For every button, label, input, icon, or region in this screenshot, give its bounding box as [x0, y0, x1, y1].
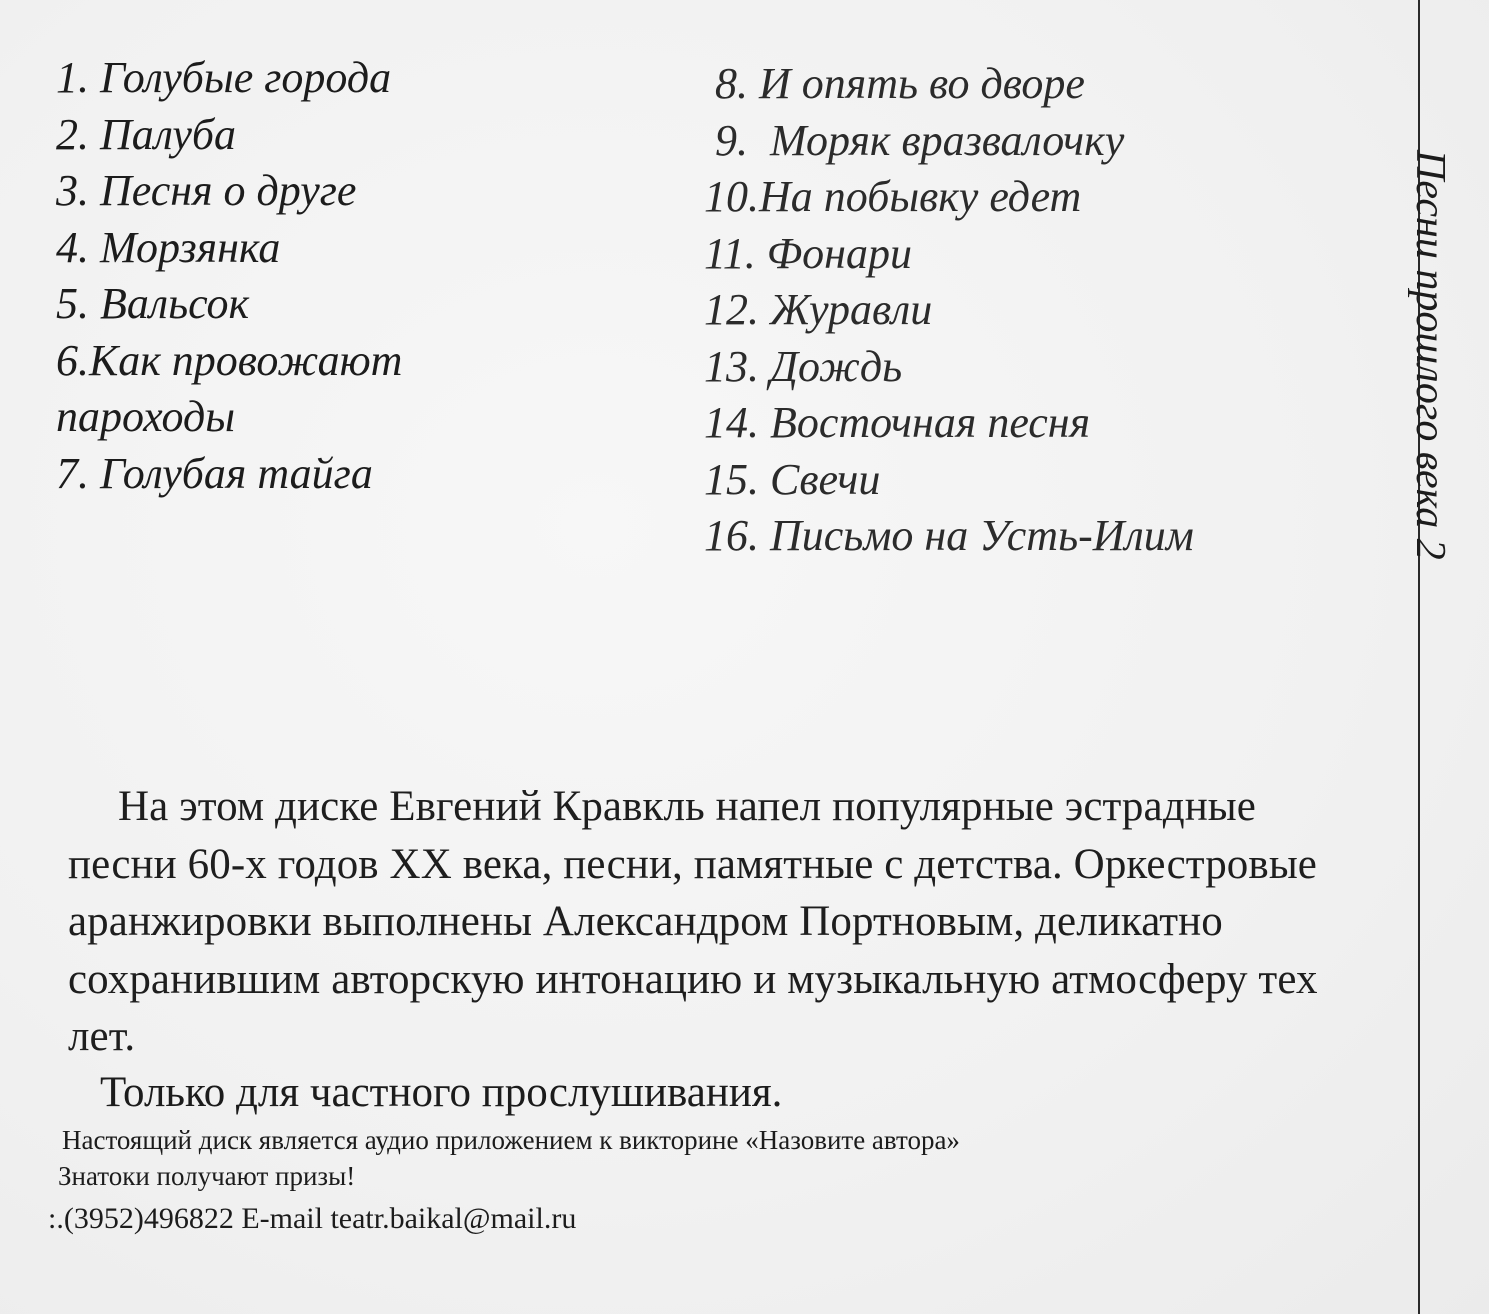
track-item: 4. Морзянка: [56, 222, 281, 272]
track-item: 3. Песня о друге: [56, 166, 357, 215]
track-item: 1. Голубые города: [56, 53, 392, 102]
track-item: 11. Фонари: [704, 228, 912, 278]
track-item: 12. Журавли: [704, 285, 933, 334]
album-description: [68, 778, 1338, 1066]
track-item: 2. Палуба: [56, 109, 237, 159]
track-item: 9. Моряк вразвалочку: [704, 115, 1125, 165]
tracklist-right: [704, 56, 1324, 565]
track-item: 6.Как провожают пароходы: [56, 335, 403, 441]
contact-info: :.(3952)496822 E-mail teatr.baikal@mail.ru: [48, 1202, 577, 1235]
track-item: 14. Восточная песня: [704, 398, 1091, 447]
private-use-notice: Только для частного прослушивания.: [100, 1069, 783, 1116]
track-item: 16. Письмо на Усть-Илим: [704, 511, 1194, 560]
quiz-note: Настоящий диск является аудио приложением к викторине «Назовите автора»: [62, 1125, 960, 1155]
track-item: 13. Дождь: [704, 341, 903, 391]
album-description-text: На этом диске Евгений Кравкль напел популярные эстрадные песни 60-х годов XX века, песни, памятные с детства. Оркестровые аранжировки выполнены Александром Портновым, деликатно сохранившим авторскую интонацию и музыкальную атмосферу тех лет.: [68, 783, 1318, 1060]
track-item: 15. Свечи: [704, 454, 881, 504]
track-item: 10.На побывку едет: [704, 172, 1082, 221]
track-item: 8. И опять во дворе: [704, 59, 1085, 108]
track-item: 5. Вальсок: [56, 279, 250, 328]
prizes-note: Знатоки получают призы!: [58, 1161, 356, 1191]
tracklist-left: [56, 50, 676, 502]
spine-title: Песни прошлого века 2: [1407, 150, 1453, 560]
track-item: 7. Голубая тайга: [56, 448, 373, 498]
